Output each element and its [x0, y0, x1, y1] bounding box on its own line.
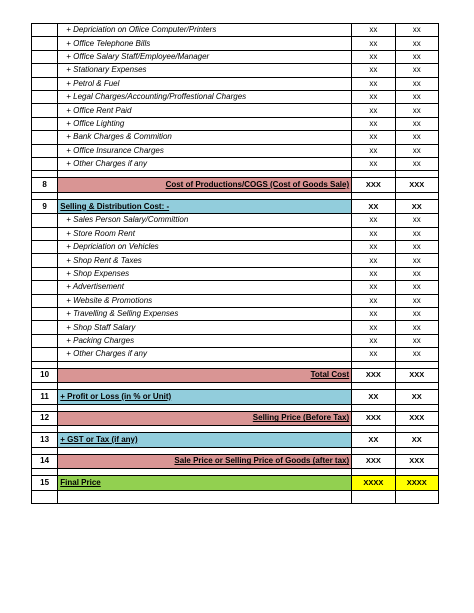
- value-cell-2: XX: [395, 390, 438, 405]
- expense-row: [32, 227, 439, 240]
- value-cell-1: xx: [352, 294, 395, 307]
- expense-row: [32, 104, 439, 117]
- value-cell-2: xx: [395, 321, 438, 334]
- value-cell-1: xx: [352, 267, 395, 280]
- value-cell-2: xx: [395, 254, 438, 267]
- row-number-cell: [32, 50, 58, 63]
- row-number-cell: [32, 281, 58, 294]
- spacer-row: [32, 383, 439, 390]
- value-cell-1: xx: [352, 321, 395, 334]
- expense-label: + Petrol & Fuel: [58, 77, 352, 90]
- row-number-cell: [32, 77, 58, 90]
- value-cell-2: xx: [395, 267, 438, 280]
- value-cell-2: xx: [395, 77, 438, 90]
- value-cell-1: xx: [352, 334, 395, 347]
- section-row-selling-distribution: [32, 199, 439, 214]
- row-number-cell: [32, 117, 58, 130]
- cost-sheet-table: [31, 23, 439, 504]
- value-cell-2: XXX: [395, 368, 438, 383]
- expense-row: [32, 157, 439, 170]
- row-number-cell: [32, 294, 58, 307]
- value-cell-1: XXX: [352, 454, 395, 469]
- section-number: 11: [32, 390, 58, 405]
- spacer-row: [32, 426, 439, 433]
- value-cell-1: xx: [352, 241, 395, 254]
- value-cell-2: XX: [395, 199, 438, 214]
- value-cell-1: xx: [352, 104, 395, 117]
- row-number-cell: [32, 131, 58, 144]
- expense-label: + Website & Promotions: [58, 294, 352, 307]
- blank-row: [32, 490, 439, 503]
- section-number: 14: [32, 454, 58, 469]
- value-cell-2: xx: [395, 241, 438, 254]
- section-label-selling-price: Selling Price (Before Tax): [58, 411, 352, 426]
- row-number-cell: [32, 104, 58, 117]
- row-number-cell: [32, 214, 58, 227]
- row-number-cell: [32, 144, 58, 157]
- row-number-cell: [32, 267, 58, 280]
- row-number-cell: [32, 348, 58, 361]
- value-cell-2: XX: [395, 433, 438, 448]
- row-number-cell: [32, 334, 58, 347]
- spacer-row: [32, 192, 439, 199]
- expense-row: [32, 117, 439, 130]
- row-number-cell: [32, 308, 58, 321]
- section-label-selling-distribution: Selling & Distribution Cost: -: [58, 199, 352, 214]
- row-number-cell: [32, 241, 58, 254]
- value-cell-2: xx: [395, 334, 438, 347]
- expense-label: + Legal Charges/Accounting/Proffestional Charges: [58, 90, 352, 103]
- expense-row: [32, 77, 439, 90]
- expense-row: [32, 241, 439, 254]
- expense-row: [32, 144, 439, 157]
- expense-row: [32, 267, 439, 280]
- expense-label: + Office Insurance Charges: [58, 144, 352, 157]
- row-number-cell: [32, 157, 58, 170]
- value-cell-1: xx: [352, 64, 395, 77]
- value-cell-1: xx: [352, 254, 395, 267]
- section-number: 12: [32, 411, 58, 426]
- expense-label: + Bank Charges & Commition: [58, 131, 352, 144]
- value-cell-1: xx: [352, 281, 395, 294]
- value-cell-1: xx: [352, 117, 395, 130]
- section-number: 15: [32, 476, 58, 491]
- section-row-selling-price: [32, 411, 439, 426]
- value-cell-2: xx: [395, 214, 438, 227]
- value-cell-2: xx: [395, 281, 438, 294]
- expense-label: + Stationary Expenses: [58, 64, 352, 77]
- expense-label: + Office Salary Staff/Employee/Manager: [58, 50, 352, 63]
- row-number-cell: [32, 90, 58, 103]
- expense-row: [32, 254, 439, 267]
- section-row-gst-tax: [32, 433, 439, 448]
- expense-row: [32, 64, 439, 77]
- value-cell-1: xx: [352, 308, 395, 321]
- value-cell-2: XXX: [395, 411, 438, 426]
- expense-row: [32, 308, 439, 321]
- value-cell-1: xx: [352, 227, 395, 240]
- value-cell-1: XX: [352, 199, 395, 214]
- row-number-cell: [32, 254, 58, 267]
- expense-label: + Travelling & Selling Expenses: [58, 308, 352, 321]
- expense-row: [32, 294, 439, 307]
- expense-label: + Shop Rent & Taxes: [58, 254, 352, 267]
- spacer-row: [32, 469, 439, 476]
- expense-label: + Other Charges if any: [58, 157, 352, 170]
- value-cell-1: xx: [352, 157, 395, 170]
- expense-row: [32, 50, 439, 63]
- value-cell-2: xx: [395, 90, 438, 103]
- value-cell-2: xx: [395, 104, 438, 117]
- section-number: 13: [32, 433, 58, 448]
- section-label-sale-price-after-tax: Sale Price or Selling Price of Goods (after tax): [58, 454, 352, 469]
- expense-label: + Other Charges if any: [58, 348, 352, 361]
- expense-row: [32, 131, 439, 144]
- value-cell-2: xx: [395, 308, 438, 321]
- value-cell-1: xx: [352, 214, 395, 227]
- value-cell-2: xx: [395, 294, 438, 307]
- row-number-cell: [32, 227, 58, 240]
- expense-label: + Sales Person Salary/Committion: [58, 214, 352, 227]
- value-cell-2: XXX: [395, 178, 438, 193]
- expense-label: + Shop Expenses: [58, 267, 352, 280]
- expense-row: [32, 24, 439, 37]
- value-cell-2: xx: [395, 227, 438, 240]
- expense-row: [32, 90, 439, 103]
- section-label-profit-loss: + Profit or Loss (in % or Unit): [58, 390, 352, 405]
- section-row-cogs: [32, 178, 439, 193]
- expense-label: + Depriciation on Vehicles: [58, 241, 352, 254]
- value-cell-2: xx: [395, 348, 438, 361]
- row-number-cell: [32, 37, 58, 50]
- value-cell-2: xx: [395, 117, 438, 130]
- row-number-cell: [32, 64, 58, 77]
- expense-label: + Shop Staff Salary: [58, 321, 352, 334]
- expense-label: + Office Telephone Bills: [58, 37, 352, 50]
- spacer-row: [32, 171, 439, 178]
- expense-label: + Store Room Rent: [58, 227, 352, 240]
- value-cell-1: XX: [352, 390, 395, 405]
- section-label-cogs: Cost of Productions/COGS (Cost of Goods Sale): [58, 178, 352, 193]
- value-cell-2: xx: [395, 157, 438, 170]
- spacer-row: [32, 404, 439, 411]
- expense-row: [32, 334, 439, 347]
- expense-label: + Depriciation on Ofiice Computer/Printers: [58, 24, 352, 37]
- cost-sheet-body: [32, 24, 439, 504]
- section-row-profit-loss: [32, 390, 439, 405]
- value-cell-2: xx: [395, 50, 438, 63]
- value-cell-2: xx: [395, 64, 438, 77]
- value-cell-2: xx: [395, 131, 438, 144]
- section-row-sale-price-after-tax: [32, 454, 439, 469]
- value-cell-1: XXX: [352, 178, 395, 193]
- row-number-cell: [32, 24, 58, 37]
- expense-label: + Office Lighting: [58, 117, 352, 130]
- value-cell-1: xx: [352, 144, 395, 157]
- row-number-cell: [32, 321, 58, 334]
- value-cell-2: XXXX: [395, 476, 438, 491]
- section-number: 9: [32, 199, 58, 214]
- value-cell-1: xx: [352, 37, 395, 50]
- value-cell-1: xx: [352, 90, 395, 103]
- section-label-gst-tax: + GST or Tax (if any): [58, 433, 352, 448]
- value-cell-1: xx: [352, 131, 395, 144]
- value-cell-1: XX: [352, 433, 395, 448]
- value-cell-1: xx: [352, 348, 395, 361]
- section-label-total-cost: Total Cost: [58, 368, 352, 383]
- section-row-final-price: [32, 476, 439, 491]
- value-cell-1: xx: [352, 50, 395, 63]
- value-cell-2: xx: [395, 37, 438, 50]
- value-cell-1: XXX: [352, 411, 395, 426]
- section-row-total-cost: [32, 368, 439, 383]
- expense-row: [32, 348, 439, 361]
- expense-row: [32, 281, 439, 294]
- value-cell-2: xx: [395, 144, 438, 157]
- value-cell-1: XXX: [352, 368, 395, 383]
- spacer-row: [32, 447, 439, 454]
- section-number: 8: [32, 178, 58, 193]
- expense-row: [32, 37, 439, 50]
- expense-label: + Advertisement: [58, 281, 352, 294]
- spacer-row: [32, 361, 439, 368]
- expense-label: + Packing Charges: [58, 334, 352, 347]
- section-label-final-price: Final Price: [58, 476, 352, 491]
- value-cell-1: xx: [352, 77, 395, 90]
- expense-row: [32, 214, 439, 227]
- expense-label: + Office Rent Paid: [58, 104, 352, 117]
- value-cell-2: XXX: [395, 454, 438, 469]
- value-cell-1: xx: [352, 24, 395, 37]
- value-cell-1: XXXX: [352, 476, 395, 491]
- expense-row: [32, 321, 439, 334]
- section-number: 10: [32, 368, 58, 383]
- value-cell-2: xx: [395, 24, 438, 37]
